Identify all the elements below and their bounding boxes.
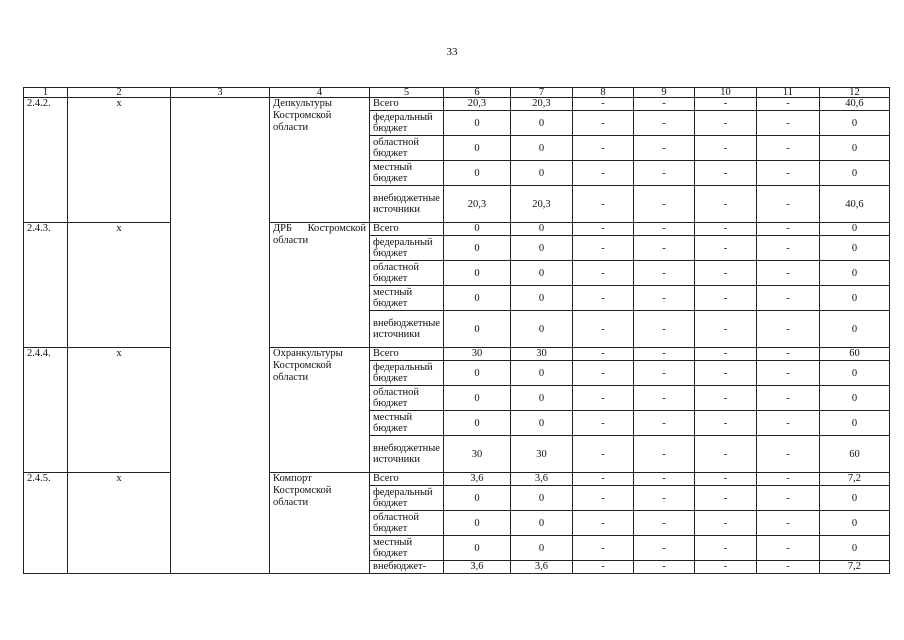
executor-cell: ДРБ Костромской области xyxy=(270,223,370,348)
column-header: 6 xyxy=(443,88,510,98)
value-cell: - xyxy=(633,561,694,574)
value-cell: - xyxy=(572,161,633,186)
value-cell: 0 xyxy=(443,261,510,286)
value-cell: - xyxy=(694,436,756,473)
item-marker: x xyxy=(68,473,171,574)
value-cell: 30 xyxy=(443,436,510,473)
value-cell: 0 xyxy=(443,236,510,261)
funding-source: областной бюджет xyxy=(370,261,444,286)
funding-source: Всего xyxy=(370,348,444,361)
item-marker: x xyxy=(68,223,171,348)
value-cell: 3,6 xyxy=(510,473,572,486)
value-cell: - xyxy=(694,386,756,411)
value-cell: - xyxy=(694,311,756,348)
executor-cell: Охранкультуры Костромской области xyxy=(270,348,370,473)
value-cell: 7,2 xyxy=(819,473,889,486)
value-cell: - xyxy=(633,136,694,161)
column-header: 8 xyxy=(572,88,633,98)
value-cell: 3,6 xyxy=(510,561,572,574)
item-marker: x xyxy=(68,348,171,473)
value-cell: - xyxy=(633,536,694,561)
value-cell: - xyxy=(694,186,756,223)
value-cell: 0 xyxy=(819,386,889,411)
value-cell: 0 xyxy=(510,411,572,436)
value-cell: - xyxy=(756,473,819,486)
column-header: 10 xyxy=(694,88,756,98)
table-row xyxy=(24,348,890,361)
value-cell: - xyxy=(572,561,633,574)
executor-cell: Депкультуры Костромской области xyxy=(270,98,370,223)
value-cell: - xyxy=(756,436,819,473)
value-cell: - xyxy=(572,98,633,111)
value-cell: - xyxy=(756,536,819,561)
column-header: 7 xyxy=(510,88,572,98)
item-code: 2.4.4. xyxy=(24,348,68,473)
value-cell: - xyxy=(694,136,756,161)
value-cell: 0 xyxy=(443,286,510,311)
value-cell: - xyxy=(756,286,819,311)
funding-source: внебюджетные источники xyxy=(370,311,444,348)
value-cell: 0 xyxy=(819,486,889,511)
value-cell: - xyxy=(633,436,694,473)
value-cell: 0 xyxy=(819,236,889,261)
value-cell: - xyxy=(694,161,756,186)
value-cell: 0 xyxy=(510,361,572,386)
value-cell: 0 xyxy=(819,361,889,386)
value-cell: - xyxy=(756,311,819,348)
value-cell: - xyxy=(633,411,694,436)
value-cell: 40,6 xyxy=(819,186,889,223)
value-cell: - xyxy=(694,111,756,136)
value-cell: - xyxy=(694,411,756,436)
value-cell: 30 xyxy=(510,436,572,473)
value-cell: 0 xyxy=(510,511,572,536)
value-cell: - xyxy=(572,261,633,286)
funding-source: Всего xyxy=(370,98,444,111)
value-cell: - xyxy=(694,536,756,561)
value-cell: - xyxy=(694,361,756,386)
value-cell: - xyxy=(633,386,694,411)
value-cell: 0 xyxy=(819,511,889,536)
funding-source: внебюджет- xyxy=(370,561,444,574)
funding-source: местный бюджет xyxy=(370,536,444,561)
table-row xyxy=(24,98,890,111)
value-cell: - xyxy=(756,236,819,261)
value-cell: - xyxy=(756,161,819,186)
value-cell: - xyxy=(633,486,694,511)
value-cell: - xyxy=(572,286,633,311)
value-cell: 20,3 xyxy=(443,186,510,223)
value-cell: - xyxy=(633,473,694,486)
value-cell: - xyxy=(756,111,819,136)
value-cell: 0 xyxy=(510,286,572,311)
value-cell: 60 xyxy=(819,348,889,361)
value-cell: 3,6 xyxy=(443,473,510,486)
value-cell: 40,6 xyxy=(819,98,889,111)
table-row xyxy=(24,473,890,486)
value-cell: 0 xyxy=(510,486,572,511)
value-cell: - xyxy=(633,236,694,261)
value-cell: 0 xyxy=(443,111,510,136)
column-header: 5 xyxy=(370,88,444,98)
value-cell: - xyxy=(572,111,633,136)
value-cell: 0 xyxy=(443,536,510,561)
item-code: 2.4.5. xyxy=(24,473,68,574)
funding-source: внебюджетные источники xyxy=(370,436,444,473)
value-cell: - xyxy=(572,311,633,348)
value-cell: - xyxy=(572,386,633,411)
value-cell: - xyxy=(694,261,756,286)
value-cell: 0 xyxy=(510,311,572,348)
value-cell: - xyxy=(756,361,819,386)
value-cell: 0 xyxy=(819,411,889,436)
value-cell: - xyxy=(633,111,694,136)
column-header: 1 xyxy=(24,88,68,98)
value-cell: 0 xyxy=(819,536,889,561)
value-cell: - xyxy=(572,436,633,473)
value-cell: 0 xyxy=(819,161,889,186)
item-marker: x xyxy=(68,98,171,223)
value-cell: 0 xyxy=(443,136,510,161)
executor-cell: Компорт Костромской области xyxy=(270,473,370,574)
value-cell: - xyxy=(694,486,756,511)
value-cell: 0 xyxy=(443,223,510,236)
value-cell: - xyxy=(694,348,756,361)
value-cell: 7,2 xyxy=(819,561,889,574)
value-cell: 20,3 xyxy=(510,98,572,111)
value-cell: - xyxy=(694,98,756,111)
value-cell: - xyxy=(572,348,633,361)
value-cell: 0 xyxy=(510,536,572,561)
page-number: 33 xyxy=(446,46,458,58)
value-cell: - xyxy=(694,511,756,536)
value-cell: - xyxy=(756,223,819,236)
value-cell: - xyxy=(633,186,694,223)
value-cell: 0 xyxy=(443,411,510,436)
funding-source: Всего xyxy=(370,223,444,236)
value-cell: - xyxy=(633,223,694,236)
funding-source: федеральный бюджет xyxy=(370,236,444,261)
value-cell: 0 xyxy=(510,223,572,236)
value-cell: 30 xyxy=(510,348,572,361)
funding-source: областной бюджет xyxy=(370,136,444,161)
value-cell: - xyxy=(694,236,756,261)
value-cell: - xyxy=(572,186,633,223)
column-3-cell xyxy=(171,98,270,574)
value-cell: - xyxy=(756,386,819,411)
value-cell: - xyxy=(694,561,756,574)
funding-source: федеральный бюджет xyxy=(370,486,444,511)
value-cell: - xyxy=(572,486,633,511)
value-cell: - xyxy=(633,261,694,286)
funding-source: местный бюджет xyxy=(370,411,444,436)
value-cell: - xyxy=(756,511,819,536)
budget-table xyxy=(23,87,890,574)
column-header: 9 xyxy=(633,88,694,98)
value-cell: 0 xyxy=(819,136,889,161)
value-cell: - xyxy=(572,536,633,561)
value-cell: 0 xyxy=(819,111,889,136)
value-cell: - xyxy=(756,348,819,361)
value-cell: 0 xyxy=(819,261,889,286)
value-cell: 0 xyxy=(443,161,510,186)
value-cell: 0 xyxy=(443,361,510,386)
value-cell: - xyxy=(633,286,694,311)
value-cell: - xyxy=(756,561,819,574)
value-cell: 0 xyxy=(510,161,572,186)
value-cell: - xyxy=(633,511,694,536)
value-cell: 0 xyxy=(819,286,889,311)
funding-source: местный бюджет xyxy=(370,161,444,186)
value-cell: - xyxy=(633,348,694,361)
value-cell: - xyxy=(572,236,633,261)
value-cell: - xyxy=(756,186,819,223)
value-cell: 0 xyxy=(443,311,510,348)
value-cell: - xyxy=(694,473,756,486)
value-cell: - xyxy=(572,511,633,536)
value-cell: 0 xyxy=(510,386,572,411)
funding-source: федеральный бюджет xyxy=(370,111,444,136)
value-cell: - xyxy=(633,98,694,111)
value-cell: 60 xyxy=(819,436,889,473)
column-header: 12 xyxy=(819,88,889,98)
value-cell: - xyxy=(633,311,694,348)
value-cell: - xyxy=(694,286,756,311)
value-cell: - xyxy=(694,223,756,236)
value-cell: - xyxy=(572,473,633,486)
value-cell: 0 xyxy=(510,111,572,136)
column-header: 11 xyxy=(756,88,819,98)
value-cell: 20,3 xyxy=(443,98,510,111)
item-code: 2.4.2. xyxy=(24,98,68,223)
value-cell: - xyxy=(756,98,819,111)
value-cell: 0 xyxy=(510,136,572,161)
value-cell: 0 xyxy=(510,236,572,261)
funding-source: внебюджетные источники xyxy=(370,186,444,223)
value-cell: 20,3 xyxy=(510,186,572,223)
column-header: 3 xyxy=(171,88,270,98)
table-row xyxy=(24,223,890,236)
item-code: 2.4.3. xyxy=(24,223,68,348)
value-cell: - xyxy=(572,361,633,386)
header-row xyxy=(24,88,890,98)
value-cell: 0 xyxy=(819,311,889,348)
value-cell: - xyxy=(756,261,819,286)
funding-source: областной бюджет xyxy=(370,511,444,536)
value-cell: 3,6 xyxy=(443,561,510,574)
value-cell: - xyxy=(633,361,694,386)
value-cell: 0 xyxy=(443,486,510,511)
funding-source: областной бюджет xyxy=(370,386,444,411)
value-cell: 0 xyxy=(510,261,572,286)
value-cell: - xyxy=(756,136,819,161)
value-cell: 0 xyxy=(819,223,889,236)
value-cell: - xyxy=(572,223,633,236)
value-cell: - xyxy=(633,161,694,186)
value-cell: - xyxy=(572,136,633,161)
value-cell: 30 xyxy=(443,348,510,361)
funding-source: местный бюджет xyxy=(370,286,444,311)
funding-source: Всего xyxy=(370,473,444,486)
value-cell: - xyxy=(572,411,633,436)
value-cell: - xyxy=(756,411,819,436)
column-header: 4 xyxy=(270,88,370,98)
funding-source: федеральный бюджет xyxy=(370,361,444,386)
value-cell: 0 xyxy=(443,511,510,536)
column-header: 2 xyxy=(68,88,171,98)
value-cell: 0 xyxy=(443,386,510,411)
value-cell: - xyxy=(756,486,819,511)
